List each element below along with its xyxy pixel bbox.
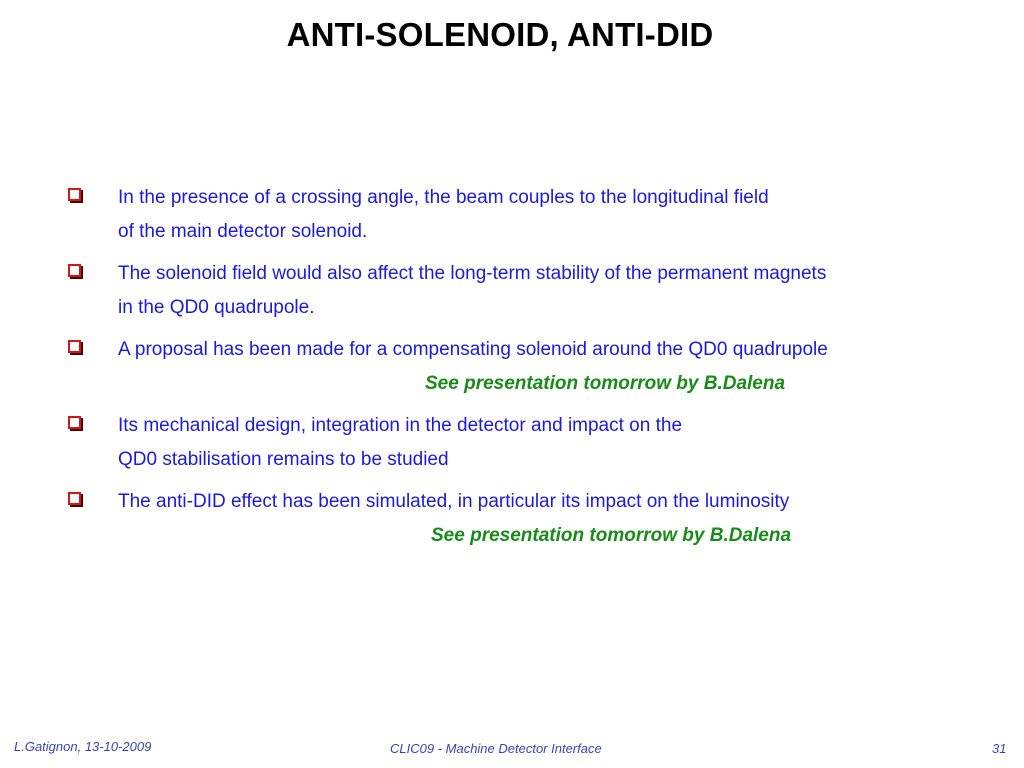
bullet-item [66,181,1016,249]
checkbox-bullet-icon [68,492,81,505]
checkbox-bullet-icon [68,340,81,353]
presentation-note: See presentation tomorrow by B.Dalena [425,373,786,394]
presentation-note: See presentation tomorrow by B.Dalena [431,525,792,546]
bullet-item [66,333,1016,401]
bullet-text: of the main detector solenoid. [118,221,368,242]
bullet-item [66,485,1016,553]
slide-title: ANTI-SOLENOID, ANTI-DID [286,16,714,53]
footer-author-date: L.Gatignon, 13-10-2009 [14,739,152,754]
bullet-item [66,409,1016,477]
checkbox-bullet-icon [68,416,81,429]
bullet-list [66,181,1016,561]
bullet-item [66,257,1016,325]
checkbox-bullet-icon [68,188,81,201]
bullet-text: in the QD0 quadrupole. [118,297,315,318]
bullet-text: QD0 stabilisation remains to be studied [118,449,449,470]
bullet-text: The anti-DID effect has been simulated, in particular its impact on the luminosity [118,491,790,512]
page-number: 31 [992,741,1007,756]
bullet-text: Its mechanical design, integration in the detector and impact on the [118,415,683,436]
bullet-text: A proposal has been made for a compensating solenoid around the QD0 quadrupole [118,339,828,360]
checkbox-bullet-icon [68,264,81,277]
footer-event: CLIC09 - Machine Detector Interface [390,741,602,756]
bullet-text: In the presence of a crossing angle, the beam couples to the longitudinal field [118,187,769,208]
bullet-text: The solenoid field would also affect the long-term stability of the permanent magnets [118,263,827,284]
